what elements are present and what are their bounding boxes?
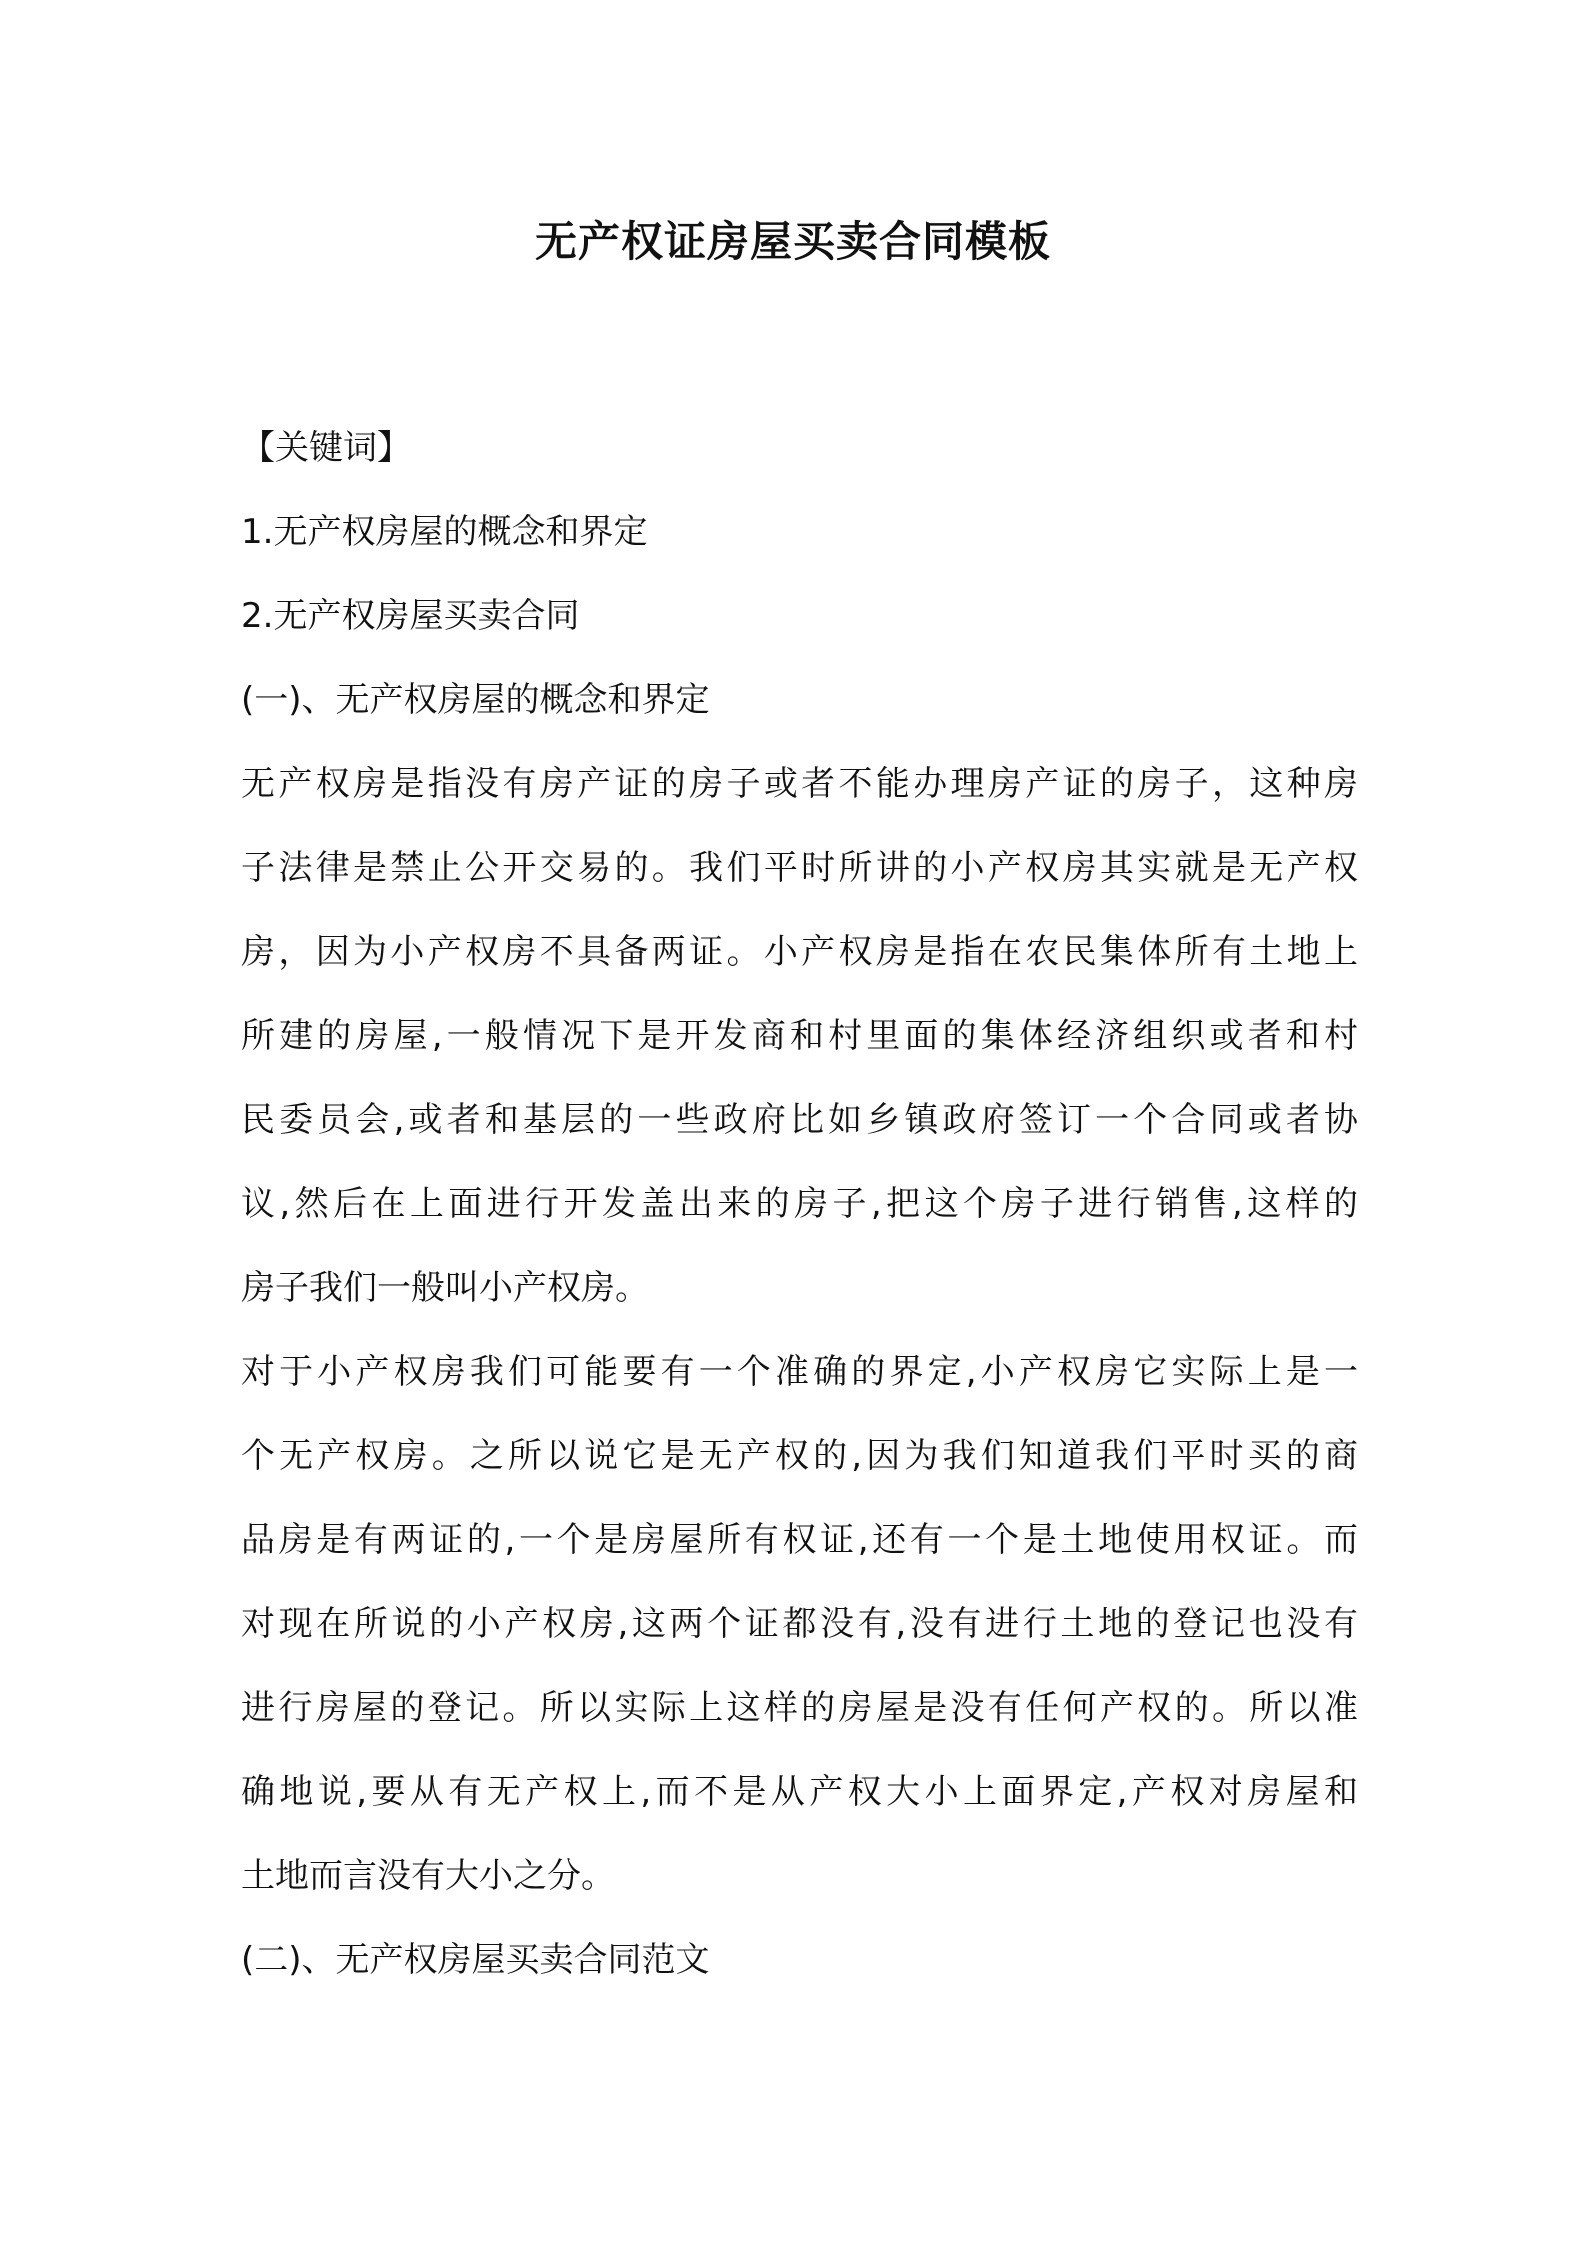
- paragraph-line: 品房是有两证的,一个是房屋所有权证,还有一个是土地使用权证。而: [241, 1520, 1358, 1560]
- paragraph-line: 民委员会,或者和基层的一些政府比如乡镇政府签订一个合同或者协: [241, 1100, 1358, 1140]
- paragraph-line: 子法律是禁止公开交易的。我们平时所讲的小产权房其实就是无产权: [241, 848, 1358, 888]
- paragraph-2: [241, 1330, 1358, 1918]
- section-heading-2: (二)、无产权房屋买卖合同范文: [241, 1940, 710, 1980]
- paragraph-line: 房，因为小产权房不具备两证。小产权房是指在农民集体所有土地上: [241, 932, 1358, 972]
- keyword-item-1: 1.无产权房屋的概念和界定: [241, 512, 648, 552]
- section-heading-1: (一)、无产权房屋的概念和界定: [241, 680, 710, 720]
- document-title: 无产权证房屋买卖合同模板: [534, 217, 1051, 266]
- paragraph-line: 无产权房是指没有房产证的房子或者不能办理房产证的房子，这种房: [241, 764, 1358, 804]
- keywords-label: 【关键词】: [241, 428, 411, 468]
- paragraph-line: 个无产权房。之所以说它是无产权的,因为我们知道我们平时买的商: [241, 1436, 1358, 1476]
- keyword-item-2: 2.无产权房屋买卖合同: [241, 596, 580, 636]
- paragraph-line: 议,然后在上面进行开发盖出来的房子,把这个房子进行销售,这样的: [241, 1184, 1358, 1224]
- paragraph-line: 所建的房屋,一般情况下是开发商和村里面的集体经济组织或者和村: [241, 1016, 1358, 1056]
- paragraph-line: 对现在所说的小产权房,这两个证都没有,没有进行土地的登记也没有: [241, 1604, 1358, 1644]
- paragraph-line: 对于小产权房我们可能要有一个准确的界定,小产权房它实际上是一: [241, 1352, 1358, 1392]
- paragraph-line: 土地而言没有大小之分。: [241, 1856, 615, 1896]
- paragraph-line: 确地说,要从有无产权上,而不是从产权大小上面界定,产权对房屋和: [241, 1772, 1358, 1812]
- paragraph-line: 房子我们一般叫小产权房。: [241, 1268, 649, 1308]
- paragraph-line: 进行房屋的登记。所以实际上这样的房屋是没有任何产权的。所以准: [241, 1688, 1358, 1728]
- document-body: [241, 406, 1358, 2002]
- paragraph-1: [241, 742, 1358, 1330]
